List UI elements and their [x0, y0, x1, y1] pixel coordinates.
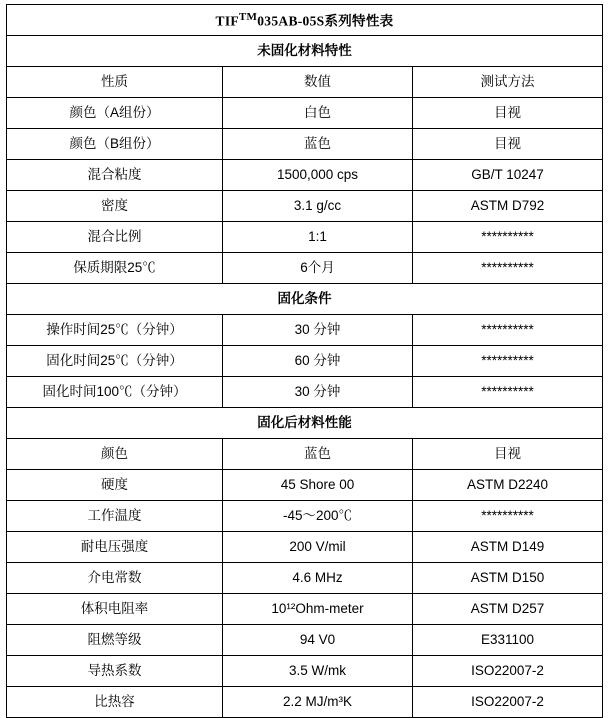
row-property: 颜色（B组份）	[7, 129, 223, 160]
row-property: 混合粘度	[7, 160, 223, 191]
title-suffix: 035AB-05S系列特性表	[257, 13, 394, 29]
row-property: 混合比例	[7, 222, 223, 253]
row-property: 密度	[7, 191, 223, 222]
trademark-mark: TM	[238, 10, 258, 23]
section-heading: 固化条件	[7, 284, 603, 315]
row-value: -45～200℃	[223, 501, 413, 532]
table-header-row	[7, 67, 603, 98]
table-row	[7, 129, 603, 160]
row-value: 蓝色	[223, 439, 413, 470]
row-value: 4.6 MHz	[223, 563, 413, 594]
row-value: 蓝色	[223, 129, 413, 160]
row-value: 3.5 W/mk	[223, 656, 413, 687]
row-property: 导热系数	[7, 656, 223, 687]
table-row	[7, 625, 603, 656]
row-property: 硬度	[7, 470, 223, 501]
section-heading-row	[7, 284, 603, 315]
section-heading: 固化后材料性能	[7, 408, 603, 439]
row-method: E331100	[413, 625, 603, 656]
row-property: 保质期限25℃	[7, 253, 223, 284]
row-value: 60 分钟	[223, 346, 413, 377]
row-method: **********	[413, 501, 603, 532]
row-property: 固化时间25℃（分钟）	[7, 346, 223, 377]
table-row	[7, 315, 603, 346]
table-row	[7, 439, 603, 470]
row-property: 体积电阻率	[7, 594, 223, 625]
table-row	[7, 160, 603, 191]
row-method: ASTM D792	[413, 191, 603, 222]
row-value: 2.2 MJ/m³K	[223, 687, 413, 718]
row-property: 介电常数	[7, 563, 223, 594]
table-row	[7, 377, 603, 408]
row-method: 目视	[413, 98, 603, 129]
row-method: **********	[413, 346, 603, 377]
row-value: 200 V/mil	[223, 532, 413, 563]
row-property: 固化时间100℃（分钟）	[7, 377, 223, 408]
specification-table	[6, 4, 603, 718]
row-property: 耐电压强度	[7, 532, 223, 563]
row-property: 颜色	[7, 439, 223, 470]
section-heading: 未固化材料特性	[7, 36, 603, 67]
row-value: 3.1 g/cc	[223, 191, 413, 222]
table-row	[7, 98, 603, 129]
row-method: **********	[413, 315, 603, 346]
row-method: ISO22007-2	[413, 687, 603, 718]
row-method: **********	[413, 377, 603, 408]
table-row	[7, 594, 603, 625]
column-header-property: 性质	[7, 67, 223, 98]
row-method: 目视	[413, 129, 603, 160]
row-method: ASTM D149	[413, 532, 603, 563]
table-row	[7, 222, 603, 253]
row-value: 1:1	[223, 222, 413, 253]
title-prefix: TIF	[215, 13, 239, 29]
column-header-value: 数值	[223, 67, 413, 98]
table-row	[7, 687, 603, 718]
table-row	[7, 501, 603, 532]
row-method: ASTM D150	[413, 563, 603, 594]
row-value: 94 V0	[223, 625, 413, 656]
row-method: **********	[413, 222, 603, 253]
row-property: 颜色（A组份）	[7, 98, 223, 129]
row-method: ASTM D257	[413, 594, 603, 625]
table-row	[7, 470, 603, 501]
row-value: 白色	[223, 98, 413, 129]
row-value: 30 分钟	[223, 315, 413, 346]
table-row	[7, 253, 603, 284]
section-heading-row	[7, 408, 603, 439]
document-title-row	[7, 5, 603, 36]
row-method: ISO22007-2	[413, 656, 603, 687]
row-method: 目视	[413, 439, 603, 470]
table-row	[7, 656, 603, 687]
table-row	[7, 532, 603, 563]
row-value: 6个月	[223, 253, 413, 284]
row-value: 30 分钟	[223, 377, 413, 408]
column-header-method: 测试方法	[413, 67, 603, 98]
section-heading-row	[7, 36, 603, 67]
row-value: 10¹²Ohm-meter	[223, 594, 413, 625]
row-property: 比热容	[7, 687, 223, 718]
table-row	[7, 346, 603, 377]
row-value: 45 Shore 00	[223, 470, 413, 501]
row-method: **********	[413, 253, 603, 284]
row-property: 工作温度	[7, 501, 223, 532]
row-property: 操作时间25℃（分钟）	[7, 315, 223, 346]
row-value: 1500,000 cps	[223, 160, 413, 191]
row-method: ASTM D2240	[413, 470, 603, 501]
table-row	[7, 563, 603, 594]
row-property: 阻燃等级	[7, 625, 223, 656]
table-row	[7, 191, 603, 222]
page-title	[7, 5, 603, 36]
row-method: GB/T 10247	[413, 160, 603, 191]
